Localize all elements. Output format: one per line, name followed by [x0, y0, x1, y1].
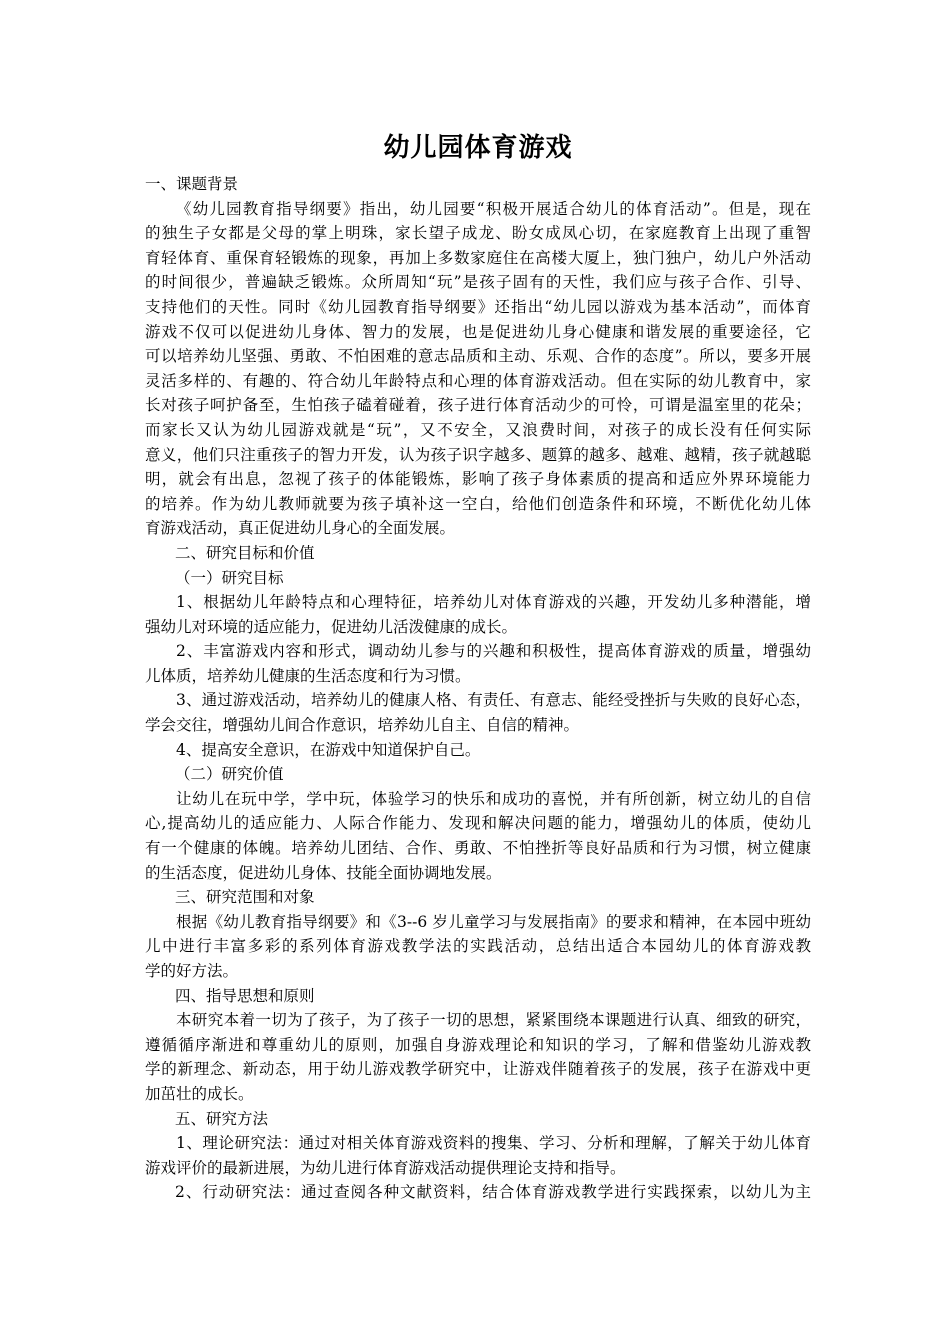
- text-line: 加茁壮的成长。: [145, 1084, 254, 1103]
- text-line: 心,提高幼儿的适应能力、人际合作能力、发现和解决问题的能力，增强幼儿的体质，使幼儿: [145, 814, 811, 833]
- text-line: 的生活态度，促进幼儿身体、技能全面协调地发展。: [145, 863, 502, 882]
- text-line: 儿中进行丰富多彩的系列体育游戏教学法的实践活动，总结出适合本园幼儿的体育游戏教: [145, 937, 811, 956]
- text-line: 1、根据幼儿年龄特点和心理特征，培养幼儿对体育游戏的兴趣，开发幼儿多种潜能，增: [176, 593, 811, 612]
- text-line: 明，就会有出息，忽视了孩子的体能锻炼，影响了孩子身体素质的提高和适应外界环境能力: [145, 470, 811, 489]
- text-line: 游戏评价的最新进展，为幼儿进行体育游戏活动提供理论支持和指导。: [145, 1158, 626, 1177]
- text-line: 3、通过游戏活动，培养幼儿的健康人格、有责任、有意志、能经受挫折与失败的良好心态，: [176, 691, 811, 710]
- text-line: 四、指导思想和原则: [175, 986, 315, 1005]
- text-line: 遵循循序渐进和尊重幼儿的原则，加强自身游戏理论和知识的学习，了解和借鉴幼儿游戏教: [145, 1035, 811, 1054]
- text-line: 有一个健康的体魄。培养幼儿团结、合作、勇敢、不怕挫折等良好品质和行为习惯，树立健康: [145, 839, 811, 858]
- text-line: 1、理论研究法：通过对相关体育游戏资料的搜集、学习、分析和理解，了解关于幼儿体育: [176, 1134, 811, 1153]
- text-line: 根据《幼儿教育指导纲要》和《3--6 岁儿童学习与发展指南》的要求和精神，在本园中班幼: [176, 912, 811, 931]
- text-line: 可以培养幼儿坚强、勇敢、不怕困难的意志品质和主动、乐观、合作的态度”。所以，要多开展: [145, 347, 811, 366]
- text-line: 三、研究范围和对象: [175, 888, 315, 907]
- text-line: 4、提高安全意识，在游戏中知道保护自己。: [176, 740, 481, 759]
- text-line: 学会交往，增强幼儿间合作意识，培养幼儿自主、自信的精神。: [145, 716, 580, 735]
- document-page: [145, 128, 811, 1205]
- text-line: 育轻体育、重保育轻锻炼的现象，再加上多数家庭住在高楼大厦上，独门独户，幼儿户外活动: [145, 248, 811, 267]
- text-line: （二）研究价值: [175, 765, 284, 784]
- text-line: 2、丰富游戏内容和形式，调动幼儿参与的兴趣和积极性，提高体育游戏的质量，增强幼: [176, 642, 811, 661]
- text-line: 《幼儿园教育指导纲要》指出，幼儿园要“积极开展适合幼儿的体育活动”。但是，现在: [176, 199, 811, 218]
- document-body: [145, 172, 811, 1205]
- text-line: 本研究本着一切为了孩子，为了孩子一切的思想，紧紧围绕本课题进行认真、细致的研究，: [176, 1011, 811, 1030]
- text-line: 2、行动研究法：通过查阅各种文献资料，结合体育游戏教学进行实践探索，以幼儿为主: [175, 1183, 811, 1202]
- text-line: 强幼儿对环境的适应能力，促进幼儿活泼健康的成长。: [145, 617, 518, 636]
- text-line: 而家长又认为幼儿园游戏就是“玩”，又不安全，又浪费时间，对孩子的成长没有任何实际: [145, 420, 811, 439]
- text-line: 的培养。作为幼儿教师就要为孩子填补这一空白，给他们创造条件和环境，不断优化幼儿体: [145, 494, 811, 513]
- text-line: 灵活多样的、有趣的、符合幼儿年龄特点和心理的体育游戏活动。但在实际的幼儿教育中，家: [145, 371, 811, 390]
- text-line: 的独生子女都是父母的掌上明珠，家长望子成龙、盼女成凤心切，在家庭教育上出现了重智: [145, 224, 811, 243]
- text-line: 儿体质，培养幼儿健康的生活态度和行为习惯。: [145, 666, 471, 685]
- document-title: 幼儿园体育游戏: [383, 133, 573, 163]
- text-line: 学的好方法。: [145, 962, 239, 980]
- text-line: 意义，他们只注重孩子的智力开发，认为孩子识字越多、题算的越多、越难、越精，孩子就越聪: [145, 445, 811, 464]
- text-line: 育游戏活动，真正促进幼儿身心的全面发展。: [145, 519, 456, 538]
- text-line: 支持他们的天性。同时《幼儿园教育指导纲要》还指出“幼儿园以游戏为基本活动”，而体育: [145, 297, 811, 316]
- text-line: 五、研究方法: [175, 1109, 269, 1128]
- text-line: （一）研究目标: [175, 568, 284, 587]
- text-line: 一、课题背景: [145, 175, 239, 193]
- text-line: 游戏不仅可以促进幼儿身体、智力的发展，也是促进幼儿身心健康和谐发展的重要途径，它: [145, 322, 811, 341]
- text-line: 让幼儿在玩中学，学中玩，体验学习的快乐和成功的喜悦，并有所创新，树立幼儿的自信: [176, 789, 811, 808]
- text-line: 长对孩子呵护备至，生怕孩子磕着碰着，孩子进行体育活动少的可怜，可谓是温室里的花朵；: [145, 396, 811, 415]
- text-line: 二、研究目标和价值: [175, 543, 315, 562]
- text-line: 的时间很少，普遍缺乏锻炼。众所周知“玩”是孩子固有的天性，我们应与孩子合作、引导、: [145, 273, 811, 292]
- text-line: 学的新理念、新动态，用于幼儿游戏教学研究中，让游戏伴随着孩子的发展，孩子在游戏中更: [145, 1060, 811, 1079]
